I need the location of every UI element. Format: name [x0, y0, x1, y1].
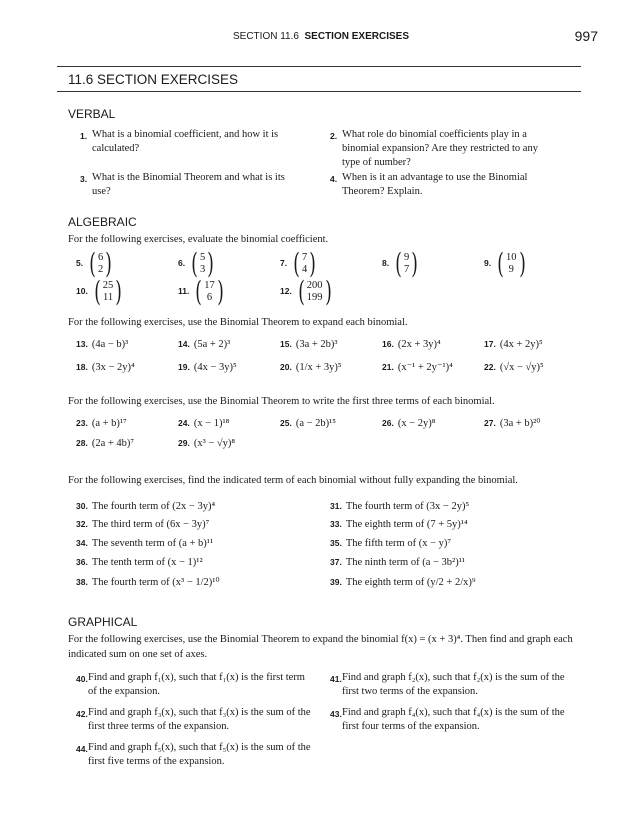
exercise-number: 12. [280, 286, 292, 297]
coefficient-stack [103, 280, 114, 304]
binomial-coefficient [193, 275, 225, 308]
coefficient-bottom: 2 [98, 264, 104, 275]
coefficient-bottom: 4 [302, 264, 308, 275]
exercise-item [76, 575, 220, 590]
exercise-item [76, 555, 203, 570]
exercise-number: 10. [76, 286, 88, 297]
exercise-number: 35. [330, 538, 342, 548]
right-paren: ) [207, 247, 215, 280]
exercise-item [484, 416, 541, 431]
exercise-item [382, 337, 441, 352]
coefficient-top: 6 [98, 252, 104, 263]
coefficient-top: 7 [302, 252, 308, 263]
binomial-coefficient [495, 247, 527, 280]
exercise-expression: The ninth term of (a − 3b²)¹¹ [345, 557, 465, 568]
exercise-item [382, 360, 453, 375]
intro-coefficient: For the following exercises, evaluate the binomial coefficient. [68, 234, 329, 245]
exercise-item [330, 128, 545, 170]
title-rule-bottom [57, 91, 581, 92]
exercise-item [76, 671, 316, 699]
exercise-number: 37. [330, 557, 342, 567]
coefficient-top: 10 [506, 252, 517, 263]
exercise-number: 16. [382, 339, 394, 349]
exercise-number: 44. [76, 744, 88, 754]
exercise-item [382, 416, 435, 431]
exercise-item [80, 171, 295, 199]
exercise-expression: (a + b)¹⁷ [91, 418, 127, 429]
exercise-item [330, 555, 465, 570]
exercise-item [484, 337, 543, 352]
exercise-item [330, 575, 476, 590]
binomial-coefficient [87, 247, 114, 280]
exercise-expression: The fourth term of (3x − 2y)⁵ [345, 501, 470, 512]
exercise-number: 11. [178, 286, 190, 297]
left-paren: ( [195, 275, 203, 308]
page-number: 997 [574, 28, 598, 44]
heading-verbal: VERBAL [68, 107, 116, 121]
exercise-item [330, 171, 545, 199]
coefficient-item [178, 275, 226, 308]
coefficient-top: 200 [306, 280, 323, 291]
exercise-expression: (3x − 2y)⁴ [91, 362, 135, 373]
intro-indicated-term: For the following exercises, find the indicated term of each binomial without fully expanding the binomial. [68, 475, 518, 486]
exercise-item [76, 416, 127, 431]
exercise-number: 27. [484, 418, 496, 428]
left-paren: ( [89, 247, 96, 280]
exercise-item [280, 360, 342, 375]
exercise-number: 43. [330, 709, 342, 719]
exercise-item [280, 337, 338, 352]
binomial-coefficient [291, 247, 318, 280]
binomial-coefficient [296, 275, 334, 308]
coefficient-bottom: 199 [306, 292, 323, 303]
exercise-expression: (a − 2b)¹⁵ [295, 418, 336, 429]
left-paren: ( [293, 247, 300, 280]
exercise-expression: (√x − √y)⁵ [499, 362, 544, 373]
left-paren: ( [298, 275, 305, 308]
exercise-item [76, 517, 209, 532]
exercise-item [80, 128, 295, 156]
coefficient-top: 5 [200, 252, 206, 263]
exercise-item [330, 517, 468, 532]
exercise-expression: (3a + 2b)³ [295, 339, 338, 350]
exercise-number: 15. [280, 339, 292, 349]
exercise-number: 30. [76, 501, 88, 511]
right-paren: ) [411, 247, 419, 280]
exercise-expression: The eighth term of (y/2 + 2/x)⁹ [345, 577, 476, 588]
right-paren: ) [324, 275, 332, 308]
exercise-number: 40. [76, 674, 88, 684]
exercise-expression: The seventh term of (a + b)¹¹ [91, 538, 214, 549]
exercise-number: 13. [76, 339, 88, 349]
exercise-item [178, 360, 237, 375]
coefficient-bottom: 7 [404, 264, 410, 275]
exercise-number: 39. [330, 577, 342, 587]
exercise-expression: (x⁻¹ + 2y⁻¹)⁴ [397, 362, 453, 373]
title-rule-top [57, 66, 581, 67]
exercise-expression: (4a − b)³ [91, 339, 129, 350]
binomial-coefficient [393, 247, 420, 280]
exercise-number: 25. [280, 418, 292, 428]
coefficient-bottom: 6 [206, 292, 213, 303]
exercise-expression: (3a + b)²⁰ [499, 418, 541, 429]
exercise-number: 24. [178, 418, 190, 428]
exercise-text: Find and graph f₄(x), such that f₄(x) is the sum of the first four terms of the expansion. [342, 707, 565, 732]
exercise-text: What is the Binomial Theorem and what is its use? [92, 172, 285, 197]
running-header [0, 28, 630, 48]
exercise-text: What role do binomial coefficients play in a binomial expansion? Are they restricted to any type of number? [342, 129, 538, 168]
exercise-expression: The eighth term of (7 + 5y)¹⁴ [345, 519, 468, 530]
coefficient-item [76, 275, 124, 308]
exercise-text: Find and graph f₃(x), such that f₃(x) is the sum of the first three terms of the expansion. [88, 707, 311, 732]
exercise-expression: The fourth term of (x³ − 1/2)¹⁰ [91, 577, 220, 588]
coefficient-stack [200, 252, 205, 276]
coefficient-stack [98, 252, 103, 276]
exercise-number: 21. [382, 362, 394, 372]
exercise-number: 33. [330, 519, 342, 529]
exercise-number: 29. [178, 438, 190, 448]
coefficient-item [484, 247, 527, 280]
exercise-text: Find and graph f₂(x), such that f₂(x) is the sum of the first two terms of the expansion. [342, 672, 565, 697]
exercise-expression: The third term of (6x − 3y)⁷ [91, 519, 210, 530]
exercise-number: 22. [484, 362, 496, 372]
exercise-number: 23. [76, 418, 88, 428]
exercise-expression: (4x − 3y)⁵ [193, 362, 237, 373]
exercise-expression: The tenth term of (x − 1)¹² [91, 557, 203, 568]
exercise-number: 38. [76, 577, 88, 587]
exercise-item [178, 436, 235, 451]
exercise-expression: (2a + 4b)⁷ [91, 438, 135, 449]
right-paren: ) [115, 275, 123, 308]
coefficient-bottom: 11 [102, 292, 114, 303]
exercise-number: 4. [330, 174, 338, 184]
exercise-text: Find and graph f₁(x), such that f₁(x) is the first term of the expansion. [88, 672, 305, 697]
exercise-item [330, 706, 570, 734]
exercise-text: What is a binomial coefficient, and how it is calculated? [92, 129, 279, 154]
coefficient-top: 17 [204, 280, 215, 291]
exercise-item [76, 360, 135, 375]
right-paren: ) [518, 247, 526, 280]
exercise-number: 31. [330, 501, 342, 511]
coefficient-bottom: 9 [508, 264, 514, 275]
exercise-item [178, 416, 229, 431]
exercise-item [76, 337, 128, 352]
heading-graphical: GRAPHICAL [68, 615, 138, 629]
exercise-item [76, 741, 316, 769]
exercise-item [280, 416, 336, 431]
coefficient-stack [302, 252, 307, 276]
exercise-expression: (2x + 3y)⁴ [397, 339, 441, 350]
coefficient-item [280, 247, 318, 280]
exercise-expression: (1/x + 3y)⁵ [295, 362, 342, 373]
exercise-number: 17. [484, 339, 496, 349]
binomial-coefficient [92, 275, 124, 308]
exercise-text: Find and graph f₅(x), such that f₅(x) is the sum of the first five terms of the expansion. [88, 742, 311, 767]
exercise-expression: (x − 2y)⁸ [397, 418, 436, 429]
coefficient-bottom: 3 [200, 264, 206, 275]
left-paren: ( [191, 247, 198, 280]
exercise-expression: (4x + 2y)⁵ [499, 339, 543, 350]
coefficient-item [178, 247, 216, 280]
exercise-number: 2. [330, 131, 338, 141]
intro-expand: For the following exercises, use the Binomial Theorem to expand each binomial. [68, 317, 408, 328]
exercise-number: 1. [80, 131, 88, 141]
exercise-item [330, 671, 570, 699]
coefficient-stack [404, 252, 409, 276]
exercise-number: 36. [76, 557, 88, 567]
coefficient-item [76, 247, 114, 280]
exercise-expression: (x − 1)¹⁸ [193, 418, 230, 429]
exercise-item [76, 499, 215, 514]
exercise-item [484, 360, 544, 375]
exercise-number: 42. [76, 709, 88, 719]
coefficient-top: 9 [404, 252, 410, 263]
right-paren: ) [105, 247, 113, 280]
exercise-item [76, 706, 316, 734]
right-paren: ) [309, 247, 317, 280]
section-title: 11.6 SECTION EXERCISES [68, 72, 239, 87]
coefficient-item [280, 275, 333, 308]
exercise-number: 28. [76, 438, 88, 448]
intro-three-terms: For the following exercises, use the Binomial Theorem to write the first three terms of each binomial. [68, 396, 495, 407]
exercise-item [330, 499, 469, 514]
left-paren: ( [497, 247, 504, 280]
left-paren: ( [94, 275, 101, 308]
exercise-number: 8. [382, 258, 390, 269]
coefficient-stack [506, 252, 517, 276]
exercise-number: 34. [76, 538, 88, 548]
exercise-number: 5. [76, 258, 84, 269]
right-paren: ) [216, 275, 224, 308]
exercise-expression: The fourth term of (2x − 3y)⁴ [91, 501, 216, 512]
exercise-number: 3. [80, 174, 88, 184]
exercise-expression: (x³ − √y)⁸ [193, 438, 236, 449]
exercise-number: 9. [484, 258, 492, 269]
exercise-item [330, 536, 451, 551]
exercise-number: 32. [76, 519, 88, 529]
exercise-item [178, 337, 230, 352]
exercise-number: 14. [178, 339, 190, 349]
left-paren: ( [395, 247, 402, 280]
exercise-number: 18. [76, 362, 88, 372]
exercise-expression: The fifth term of (x − y)⁷ [345, 538, 452, 549]
coefficient-top: 25 [102, 280, 114, 291]
binomial-coefficient [189, 247, 216, 280]
exercise-item [76, 436, 134, 451]
exercise-number: 7. [280, 258, 288, 269]
coefficient-item [382, 247, 420, 280]
exercise-expression: (5a + 2)³ [193, 339, 231, 350]
coefficient-stack [204, 280, 215, 304]
exercise-number: 20. [280, 362, 292, 372]
exercise-number: 6. [178, 258, 186, 269]
intro-graphical: For the following exercises, use the Binomial Theorem to expand the binomial f(x) = (x + 3)⁴. Then find and graph each indicated sum on one set of axes. [68, 634, 573, 660]
exercise-number: 41. [330, 674, 342, 684]
exercise-item [76, 536, 213, 551]
coefficient-stack [307, 280, 323, 304]
header-section: SECTION 11.6 SECTION EXERCISES [233, 31, 409, 42]
exercise-number: 19. [178, 362, 190, 372]
heading-algebraic: ALGEBRAIC [68, 215, 137, 229]
exercise-number: 26. [382, 418, 394, 428]
exercise-text: When is it an advantage to use the Binomial Theorem? Explain. [342, 172, 528, 197]
